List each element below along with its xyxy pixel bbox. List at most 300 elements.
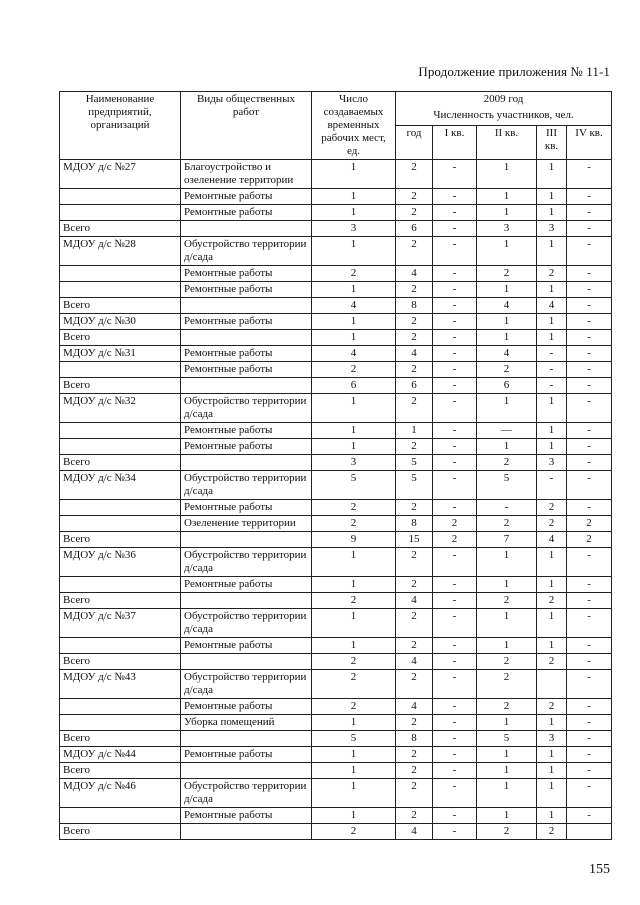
cell-temporary-jobs: 4	[312, 298, 396, 314]
total-row	[60, 824, 612, 840]
header-work-type: Виды общественных работ	[181, 92, 312, 160]
cell-q2: 1	[477, 808, 537, 824]
cell-q3: 1	[537, 237, 567, 266]
cell-work-type: Обустройство территории д/сада	[181, 394, 312, 423]
cell-q4: -	[567, 330, 612, 346]
cell-q4: 2	[567, 516, 612, 532]
cell-year-total: 2	[396, 638, 433, 654]
cell-q1: -	[433, 808, 477, 824]
cell-q2: 2	[477, 670, 537, 699]
table-row	[60, 205, 612, 221]
cell-work-type	[181, 593, 312, 609]
cell-temporary-jobs: 1	[312, 763, 396, 779]
cell-work-type: Ремонтные работы	[181, 205, 312, 221]
cell-organization	[60, 715, 181, 731]
cell-q3: 1	[537, 394, 567, 423]
cell-q4: -	[567, 808, 612, 824]
table-row	[60, 314, 612, 330]
cell-q2: 1	[477, 330, 537, 346]
cell-temporary-jobs: 2	[312, 654, 396, 670]
cell-work-type	[181, 731, 312, 747]
cell-q3: 1	[537, 282, 567, 298]
cell-q4: -	[567, 362, 612, 378]
cell-q3: 1	[537, 314, 567, 330]
cell-organization: Всего	[60, 824, 181, 840]
cell-year-total: 1	[396, 423, 433, 439]
cell-temporary-jobs: 3	[312, 455, 396, 471]
cell-organization	[60, 577, 181, 593]
cell-q3	[537, 670, 567, 699]
cell-q1: -	[433, 346, 477, 362]
cell-q2: 1	[477, 577, 537, 593]
cell-q3: 2	[537, 266, 567, 282]
cell-temporary-jobs: 1	[312, 638, 396, 654]
cell-year-total: 2	[396, 237, 433, 266]
cell-q2: 2	[477, 654, 537, 670]
cell-q1: -	[433, 779, 477, 808]
cell-organization: МДОУ д/с №43	[60, 670, 181, 699]
cell-year-total: 5	[396, 455, 433, 471]
cell-q1: -	[433, 394, 477, 423]
cell-q1: -	[433, 471, 477, 500]
total-row	[60, 731, 612, 747]
cell-q2: 1	[477, 715, 537, 731]
cell-q4: -	[567, 455, 612, 471]
table-row	[60, 362, 612, 378]
cell-organization: Всего	[60, 330, 181, 346]
cell-temporary-jobs: 1	[312, 747, 396, 763]
cell-work-type: Благоустройство и озеленение территории	[181, 160, 312, 189]
cell-temporary-jobs: 2	[312, 824, 396, 840]
cell-work-type: Обустройство территории д/сада	[181, 609, 312, 638]
cell-q4: -	[567, 747, 612, 763]
cell-q2: 2	[477, 593, 537, 609]
cell-q1: -	[433, 314, 477, 330]
cell-q2: 1	[477, 747, 537, 763]
table-row	[60, 577, 612, 593]
cell-q1: -	[433, 362, 477, 378]
cell-q2: 1	[477, 282, 537, 298]
cell-year-total: 2	[396, 314, 433, 330]
cell-year-total: 2	[396, 330, 433, 346]
table-row	[60, 747, 612, 763]
cell-organization: Всего	[60, 455, 181, 471]
cell-q2: 2	[477, 824, 537, 840]
cell-q4: -	[567, 237, 612, 266]
table-row	[60, 715, 612, 731]
cell-year-total: 2	[396, 362, 433, 378]
cell-q4	[567, 824, 612, 840]
cell-work-type	[181, 221, 312, 237]
cell-organization: МДОУ д/с №32	[60, 394, 181, 423]
cell-q1: -	[433, 577, 477, 593]
cell-temporary-jobs: 1	[312, 577, 396, 593]
cell-organization: Всего	[60, 221, 181, 237]
cell-q2: 3	[477, 221, 537, 237]
continuation-note: Продолжение приложения № 11-1	[418, 64, 610, 79]
total-row	[60, 532, 612, 548]
cell-temporary-jobs: 4	[312, 346, 396, 362]
cell-q3: 1	[537, 779, 567, 808]
cell-year-total: 8	[396, 298, 433, 314]
cell-q1: -	[433, 654, 477, 670]
cell-q3: 4	[537, 298, 567, 314]
cell-temporary-jobs: 2	[312, 516, 396, 532]
cell-year-total: 2	[396, 439, 433, 455]
cell-year-total: 2	[396, 548, 433, 577]
cell-q1: -	[433, 423, 477, 439]
header-participants: Численность участников, чел.	[396, 109, 612, 126]
cell-q4: -	[567, 577, 612, 593]
cell-temporary-jobs: 1	[312, 314, 396, 330]
table-row	[60, 609, 612, 638]
cell-q1: -	[433, 699, 477, 715]
cell-q4: -	[567, 609, 612, 638]
table-row	[60, 439, 612, 455]
cell-q3: 1	[537, 638, 567, 654]
cell-q2: 1	[477, 205, 537, 221]
cell-q2: -	[477, 500, 537, 516]
cell-organization	[60, 638, 181, 654]
cell-year-total: 8	[396, 731, 433, 747]
cell-q3: -	[537, 346, 567, 362]
cell-q2: 1	[477, 638, 537, 654]
cell-temporary-jobs: 1	[312, 779, 396, 808]
total-row	[60, 330, 612, 346]
cell-temporary-jobs: 1	[312, 330, 396, 346]
header-q3: III кв.	[537, 126, 567, 160]
cell-q2: 2	[477, 699, 537, 715]
cell-q2: 7	[477, 532, 537, 548]
table-row	[60, 699, 612, 715]
header-year-total: год	[396, 126, 433, 160]
cell-work-type: Ремонтные работы	[181, 282, 312, 298]
cell-q3: 1	[537, 808, 567, 824]
cell-q2: 1	[477, 779, 537, 808]
cell-organization: Всего	[60, 654, 181, 670]
total-row	[60, 654, 612, 670]
cell-q3: 1	[537, 205, 567, 221]
cell-q1: -	[433, 160, 477, 189]
cell-q1: -	[433, 731, 477, 747]
cell-q1: -	[433, 715, 477, 731]
cell-temporary-jobs: 1	[312, 715, 396, 731]
cell-q3: -	[537, 378, 567, 394]
cell-q2: 1	[477, 548, 537, 577]
cell-work-type	[181, 532, 312, 548]
table-row	[60, 808, 612, 824]
cell-work-type	[181, 455, 312, 471]
table-row	[60, 189, 612, 205]
cell-organization	[60, 423, 181, 439]
table-row	[60, 500, 612, 516]
cell-year-total: 2	[396, 747, 433, 763]
cell-temporary-jobs: 1	[312, 160, 396, 189]
cell-organization: МДОУ д/с №28	[60, 237, 181, 266]
cell-organization: Всего	[60, 378, 181, 394]
cell-organization: Всего	[60, 593, 181, 609]
cell-q1: -	[433, 824, 477, 840]
cell-year-total: 15	[396, 532, 433, 548]
cell-q4: -	[567, 471, 612, 500]
table-row	[60, 282, 612, 298]
cell-q3: 3	[537, 731, 567, 747]
cell-organization	[60, 189, 181, 205]
cell-organization	[60, 439, 181, 455]
cell-work-type: Ремонтные работы	[181, 808, 312, 824]
cell-year-total: 2	[396, 779, 433, 808]
cell-temporary-jobs: 5	[312, 471, 396, 500]
cell-year-total: 4	[396, 266, 433, 282]
table-row	[60, 548, 612, 577]
cell-temporary-jobs: 2	[312, 362, 396, 378]
cell-temporary-jobs: 1	[312, 439, 396, 455]
cell-work-type: Ремонтные работы	[181, 747, 312, 763]
cell-work-type: Ремонтные работы	[181, 439, 312, 455]
cell-q2: 1	[477, 160, 537, 189]
cell-q4: -	[567, 731, 612, 747]
cell-q2: 1	[477, 237, 537, 266]
cell-q2: 2	[477, 266, 537, 282]
cell-q3: 1	[537, 577, 567, 593]
cell-organization: Всего	[60, 731, 181, 747]
cell-q4: -	[567, 266, 612, 282]
cell-year-total: 2	[396, 394, 433, 423]
cell-q4: -	[567, 346, 612, 362]
header-year-group: 2009 год	[396, 92, 612, 109]
table-row	[60, 779, 612, 808]
cell-q3: 1	[537, 548, 567, 577]
cell-q1: -	[433, 638, 477, 654]
cell-organization: Всего	[60, 763, 181, 779]
cell-q3: 2	[537, 699, 567, 715]
cell-year-total: 2	[396, 670, 433, 699]
cell-q3: 2	[537, 654, 567, 670]
cell-q1: -	[433, 298, 477, 314]
cell-q1: 2	[433, 532, 477, 548]
cell-q2: 4	[477, 346, 537, 362]
cell-q3: 3	[537, 221, 567, 237]
cell-q4: -	[567, 298, 612, 314]
table-row	[60, 394, 612, 423]
cell-q3: 2	[537, 500, 567, 516]
cell-q4: -	[567, 715, 612, 731]
cell-year-total: 4	[396, 346, 433, 362]
cell-q4: -	[567, 394, 612, 423]
table-row	[60, 237, 612, 266]
cell-work-type: Обустройство территории д/сада	[181, 471, 312, 500]
cell-year-total: 2	[396, 763, 433, 779]
cell-organization: МДОУ д/с №46	[60, 779, 181, 808]
cell-q2: 5	[477, 731, 537, 747]
cell-work-type	[181, 824, 312, 840]
table-row	[60, 266, 612, 282]
cell-year-total: 2	[396, 282, 433, 298]
total-row	[60, 298, 612, 314]
cell-q1: -	[433, 747, 477, 763]
total-row	[60, 763, 612, 779]
cell-q4: -	[567, 205, 612, 221]
cell-organization: МДОУ д/с №30	[60, 314, 181, 330]
cell-work-type: Обустройство территории д/сада	[181, 779, 312, 808]
cell-q4: -	[567, 189, 612, 205]
public-works-table	[59, 91, 612, 840]
cell-q3: -	[537, 362, 567, 378]
cell-work-type: Ремонтные работы	[181, 638, 312, 654]
cell-q1: -	[433, 266, 477, 282]
cell-q4: -	[567, 654, 612, 670]
header-q2: II кв.	[477, 126, 537, 160]
cell-work-type: Ремонтные работы	[181, 699, 312, 715]
cell-q3: 1	[537, 160, 567, 189]
cell-q2: 4	[477, 298, 537, 314]
cell-organization	[60, 266, 181, 282]
cell-temporary-jobs: 1	[312, 423, 396, 439]
cell-q2: 5	[477, 471, 537, 500]
cell-q3: 1	[537, 609, 567, 638]
cell-q1: -	[433, 609, 477, 638]
total-row	[60, 221, 612, 237]
cell-q3: -	[537, 471, 567, 500]
cell-q1: -	[433, 500, 477, 516]
cell-q4: -	[567, 160, 612, 189]
cell-q1: -	[433, 378, 477, 394]
total-row	[60, 378, 612, 394]
cell-temporary-jobs: 5	[312, 731, 396, 747]
cell-organization: Всего	[60, 298, 181, 314]
cell-q4: -	[567, 699, 612, 715]
cell-organization: МДОУ д/с №37	[60, 609, 181, 638]
cell-work-type	[181, 298, 312, 314]
cell-temporary-jobs: 1	[312, 282, 396, 298]
header-q4: IV кв.	[567, 126, 612, 160]
cell-temporary-jobs: 2	[312, 500, 396, 516]
header-q1: I кв.	[433, 126, 477, 160]
cell-organization	[60, 808, 181, 824]
cell-q3: 1	[537, 439, 567, 455]
cell-work-type	[181, 378, 312, 394]
cell-organization: МДОУ д/с №34	[60, 471, 181, 500]
cell-q1: -	[433, 670, 477, 699]
table-row	[60, 160, 612, 189]
cell-q2: 1	[477, 763, 537, 779]
cell-year-total: 2	[396, 189, 433, 205]
cell-temporary-jobs: 1	[312, 808, 396, 824]
cell-work-type: Ремонтные работы	[181, 423, 312, 439]
table-row	[60, 346, 612, 362]
total-row	[60, 455, 612, 471]
cell-year-total: 4	[396, 593, 433, 609]
table-row	[60, 516, 612, 532]
total-row	[60, 593, 612, 609]
cell-work-type: Ремонтные работы	[181, 266, 312, 282]
cell-q3: 2	[537, 516, 567, 532]
cell-work-type: Обустройство территории д/сада	[181, 548, 312, 577]
cell-year-total: 4	[396, 824, 433, 840]
cell-work-type: Ремонтные работы	[181, 314, 312, 330]
cell-q1: -	[433, 439, 477, 455]
cell-q4: -	[567, 378, 612, 394]
cell-q2: 1	[477, 314, 537, 330]
cell-year-total: 8	[396, 516, 433, 532]
cell-q4: -	[567, 221, 612, 237]
table-body	[60, 160, 612, 840]
cell-q1: -	[433, 763, 477, 779]
cell-q2: 2	[477, 516, 537, 532]
cell-year-total: 5	[396, 471, 433, 500]
cell-work-type: Ремонтные работы	[181, 189, 312, 205]
page-number: 155	[589, 862, 610, 877]
cell-work-type: Ремонтные работы	[181, 500, 312, 516]
cell-organization	[60, 516, 181, 532]
cell-temporary-jobs: 3	[312, 221, 396, 237]
cell-organization	[60, 282, 181, 298]
cell-temporary-jobs: 2	[312, 266, 396, 282]
cell-q2: 1	[477, 189, 537, 205]
cell-q4: -	[567, 548, 612, 577]
cell-temporary-jobs: 2	[312, 593, 396, 609]
cell-q3: 1	[537, 189, 567, 205]
cell-organization: МДОУ д/с №27	[60, 160, 181, 189]
cell-q3: 4	[537, 532, 567, 548]
cell-year-total: 2	[396, 500, 433, 516]
cell-q1: -	[433, 282, 477, 298]
cell-q4: -	[567, 593, 612, 609]
cell-year-total: 6	[396, 378, 433, 394]
cell-q3: 1	[537, 330, 567, 346]
cell-temporary-jobs: 1	[312, 394, 396, 423]
cell-year-total: 6	[396, 221, 433, 237]
cell-work-type	[181, 763, 312, 779]
cell-q2: 2	[477, 455, 537, 471]
cell-q2: 1	[477, 394, 537, 423]
cell-organization	[60, 500, 181, 516]
cell-work-type	[181, 330, 312, 346]
cell-q1: -	[433, 189, 477, 205]
cell-q4: -	[567, 423, 612, 439]
cell-q1: -	[433, 205, 477, 221]
table-row	[60, 638, 612, 654]
cell-q2: 6	[477, 378, 537, 394]
cell-temporary-jobs: 2	[312, 670, 396, 699]
cell-q3: 1	[537, 423, 567, 439]
cell-q4: -	[567, 638, 612, 654]
cell-work-type: Ремонтные работы	[181, 362, 312, 378]
cell-q4: -	[567, 282, 612, 298]
cell-organization	[60, 205, 181, 221]
cell-work-type	[181, 654, 312, 670]
cell-year-total: 4	[396, 654, 433, 670]
cell-q4: -	[567, 779, 612, 808]
cell-q2: 2	[477, 362, 537, 378]
cell-year-total: 2	[396, 715, 433, 731]
cell-work-type: Уборка помещений	[181, 715, 312, 731]
cell-q1: -	[433, 330, 477, 346]
cell-work-type: Ремонтные работы	[181, 346, 312, 362]
cell-temporary-jobs: 6	[312, 378, 396, 394]
cell-q1: 2	[433, 516, 477, 532]
cell-organization: МДОУ д/с №44	[60, 747, 181, 763]
cell-q1: -	[433, 237, 477, 266]
cell-q4: -	[567, 500, 612, 516]
cell-year-total: 2	[396, 577, 433, 593]
cell-q3: 1	[537, 763, 567, 779]
cell-q3: 3	[537, 455, 567, 471]
cell-q3: 2	[537, 824, 567, 840]
cell-work-type: Ремонтные работы	[181, 577, 312, 593]
cell-temporary-jobs: 1	[312, 548, 396, 577]
cell-q3: 2	[537, 593, 567, 609]
